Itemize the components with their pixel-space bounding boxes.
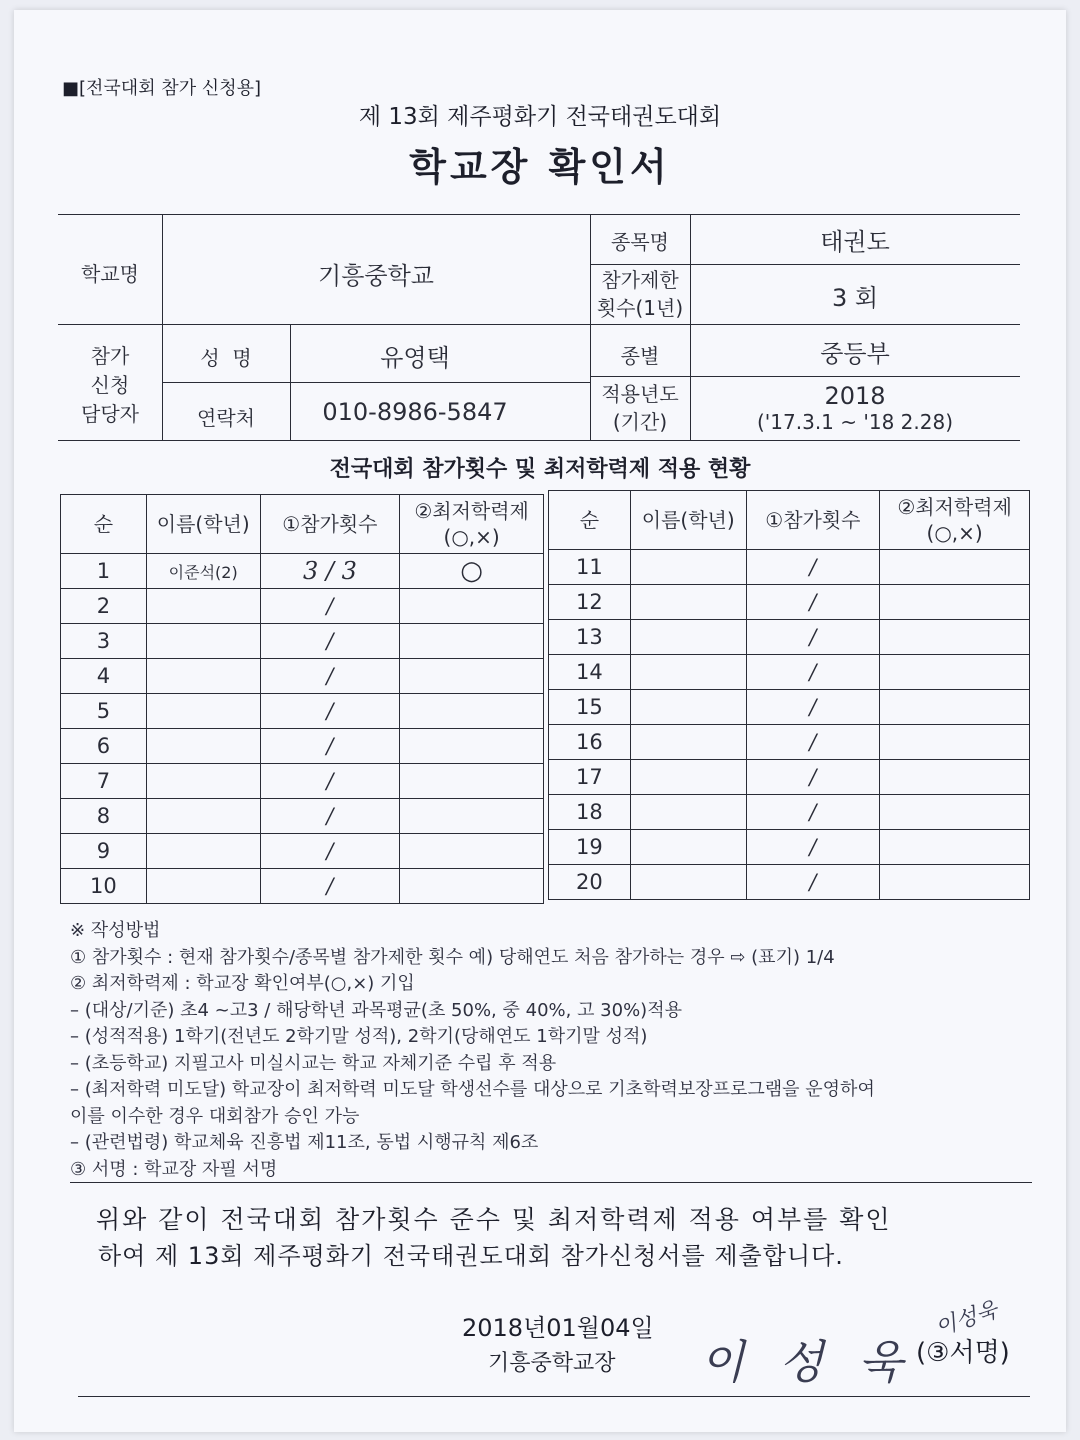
cell-name bbox=[630, 620, 746, 655]
cell-count: / bbox=[260, 694, 400, 729]
status-table-right bbox=[548, 490, 1030, 900]
cell-no: 7 bbox=[61, 764, 147, 799]
cell-no: 9 bbox=[61, 834, 147, 869]
limit-value: 3 회 bbox=[831, 284, 879, 312]
cell-grade bbox=[400, 694, 544, 729]
header-cell: ①참가횟수 bbox=[260, 495, 400, 554]
cell-no: 15 bbox=[549, 690, 631, 725]
cell-count: / bbox=[746, 655, 880, 690]
header-cell: ②최저학력제 (○,×) bbox=[400, 495, 544, 554]
cell-count: / bbox=[260, 764, 400, 799]
cell-grade bbox=[880, 585, 1030, 620]
contact-label: 연락처 bbox=[197, 406, 255, 430]
cell-grade bbox=[400, 869, 544, 904]
cell-grade bbox=[880, 830, 1030, 865]
cell-count: / bbox=[260, 659, 400, 694]
cell-grade bbox=[400, 589, 544, 624]
note-line: – (초등학교) 지필고사 미실시교는 학교 자체기준 수립 후 적용 bbox=[70, 1052, 557, 1074]
table-row bbox=[61, 554, 544, 589]
cell-no: 17 bbox=[549, 760, 631, 795]
cell-count: / bbox=[260, 799, 400, 834]
cell-count: / bbox=[260, 624, 400, 659]
cell-count: / bbox=[746, 690, 880, 725]
cell-no: 19 bbox=[549, 830, 631, 865]
contact-value: 010-8986-5847 bbox=[322, 398, 508, 426]
cell-grade bbox=[880, 725, 1030, 760]
cell-grade bbox=[880, 620, 1030, 655]
cell-count: / bbox=[260, 729, 400, 764]
cell-count: / bbox=[746, 725, 880, 760]
note-line: ※ 작성방법 bbox=[70, 920, 161, 941]
cell-grade bbox=[400, 764, 544, 799]
table-row bbox=[61, 729, 544, 764]
cell-count: / bbox=[746, 830, 880, 865]
cell-grade: ○ bbox=[400, 554, 544, 589]
cell-grade bbox=[400, 659, 544, 694]
cell-name bbox=[630, 585, 746, 620]
cell-grade bbox=[880, 865, 1030, 900]
cell-count: 3 / 3 bbox=[260, 554, 400, 589]
note-line: – (성적적용) 1학기(전년도 2학기말 성적), 2학기(당해연도 1학기말 성적) bbox=[70, 1026, 648, 1047]
cell-grade bbox=[400, 834, 544, 869]
name-label: 성 명 bbox=[200, 346, 252, 370]
cell-count: / bbox=[260, 869, 400, 904]
cell-name bbox=[630, 830, 746, 865]
cell-name bbox=[146, 729, 260, 764]
event-label: 종목명 bbox=[611, 230, 669, 254]
table-row bbox=[61, 764, 544, 799]
note-line: ③ 서명 : 학교장 자필 서명 bbox=[70, 1158, 278, 1180]
cell-name bbox=[630, 865, 746, 900]
table-row bbox=[549, 760, 1030, 795]
cell-no: 5 bbox=[61, 694, 147, 729]
cell-name bbox=[146, 764, 260, 799]
cell-grade bbox=[880, 550, 1030, 585]
cell-grade bbox=[400, 799, 544, 834]
cell-no: 4 bbox=[61, 659, 147, 694]
sign-label: (③서명) bbox=[916, 1338, 1010, 1368]
principal-signature: 이 성 욱 bbox=[700, 1335, 913, 1389]
cell-no: 2 bbox=[61, 589, 147, 624]
table-row bbox=[549, 550, 1030, 585]
note-line: – (대상/기준) 초4 ~고3 / 해당학년 과목평균(초 50%, 중 40%, 고 30%)적용 bbox=[70, 999, 682, 1021]
principal: 기흥중학교장 bbox=[488, 1351, 616, 1376]
cell-name bbox=[146, 869, 260, 904]
cell-no: 6 bbox=[61, 729, 147, 764]
cell-name bbox=[630, 725, 746, 760]
cell-name bbox=[630, 550, 746, 585]
cell-name bbox=[146, 694, 260, 729]
note-line: – (관련법령) 학교체육 진흥법 제11조, 동법 시행규칙 제6조 bbox=[70, 1132, 539, 1153]
cell-no: 18 bbox=[549, 795, 631, 830]
cell-no: 3 bbox=[61, 624, 147, 659]
note-line: – (최저학력 미도달) 학교장이 최저학력 미도달 학생선수를 대상으로 기초학력보장프로그램을 운영하여 bbox=[70, 1079, 875, 1100]
cell-grade bbox=[400, 624, 544, 659]
table-row bbox=[61, 589, 544, 624]
cell-name bbox=[630, 760, 746, 795]
cell-no: 13 bbox=[549, 620, 631, 655]
limit-label: 참가제한 횟수(1년) bbox=[596, 268, 684, 320]
table-header bbox=[61, 495, 544, 554]
cell-no: 10 bbox=[61, 869, 147, 904]
table-row bbox=[549, 585, 1030, 620]
header-cell: 이름(학년) bbox=[146, 495, 260, 554]
form-tag: ■[전국대회 참가 신청용] bbox=[62, 78, 261, 99]
table-row bbox=[61, 799, 544, 834]
cell-no: 1 bbox=[61, 554, 147, 589]
applicant-label: 참가 신청 담당자 bbox=[81, 344, 139, 426]
note-line: 이를 이수한 경우 대회참가 승인 가능 bbox=[70, 1105, 360, 1127]
cell-grade bbox=[400, 729, 544, 764]
table-header bbox=[549, 491, 1030, 550]
status-title: 전국대회 참가횟수 및 최저학력제 적용 현황 bbox=[329, 457, 751, 482]
table-row bbox=[549, 620, 1030, 655]
cell-grade bbox=[880, 655, 1030, 690]
name-value: 유영택 bbox=[380, 344, 450, 372]
cell-name bbox=[146, 834, 260, 869]
school-value: 기흥중학교 bbox=[318, 262, 434, 290]
cell-name bbox=[146, 659, 260, 694]
cell-count: / bbox=[260, 589, 400, 624]
date: 2018년01월04일 bbox=[462, 1314, 654, 1342]
signature-initial: 이성욱 bbox=[932, 1297, 1001, 1342]
cell-no: 8 bbox=[61, 799, 147, 834]
cell-count: / bbox=[746, 585, 880, 620]
event-value: 태권도 bbox=[820, 228, 890, 256]
table-row bbox=[549, 690, 1030, 725]
status-table-left bbox=[60, 494, 544, 904]
table-row bbox=[61, 834, 544, 869]
cell-name bbox=[630, 690, 746, 725]
cell-count: / bbox=[260, 834, 400, 869]
table-row bbox=[549, 795, 1030, 830]
cell-count: / bbox=[746, 865, 880, 900]
cell-grade bbox=[880, 690, 1030, 725]
header-cell: ①참가횟수 bbox=[746, 491, 880, 550]
division-value: 중등부 bbox=[820, 340, 890, 368]
table-row bbox=[549, 655, 1030, 690]
page-title: 학교장 확인서 bbox=[409, 145, 671, 189]
period-value: ('17.3.1 ~ '18 2.28) bbox=[756, 410, 954, 434]
cell-no: 20 bbox=[549, 865, 631, 900]
table-row bbox=[61, 869, 544, 904]
note-line: ① 참가횟수 : 현재 참가횟수/종목별 참가제한 횟수 예) 당해연도 처음 참가하는 경우 ⇨ (표기) 1/4 bbox=[70, 946, 835, 968]
cell-no: 14 bbox=[549, 655, 631, 690]
cell-name: 이준석(2) bbox=[146, 554, 260, 589]
confirm-line-2: 하여 제 13회 제주평화기 전국태권도대회 참가신청서를 제출합니다. bbox=[98, 1242, 844, 1270]
cell-grade bbox=[880, 795, 1030, 830]
cell-no: 16 bbox=[549, 725, 631, 760]
cell-count: / bbox=[746, 795, 880, 830]
confirm-line-1: 위와 같이 전국대회 참가횟수 준수 및 최저학력제 적용 여부를 확인 bbox=[96, 1205, 892, 1234]
cell-name bbox=[146, 589, 260, 624]
table-row bbox=[549, 865, 1030, 900]
table-row bbox=[549, 725, 1030, 760]
header-cell: 순 bbox=[549, 491, 631, 550]
cell-count: / bbox=[746, 620, 880, 655]
cell-name bbox=[630, 655, 746, 690]
cell-name bbox=[146, 799, 260, 834]
table-row bbox=[549, 830, 1030, 865]
cell-grade bbox=[880, 760, 1030, 795]
header-cell: 순 bbox=[61, 495, 147, 554]
school-label: 학교명 bbox=[81, 262, 139, 286]
cell-name bbox=[146, 624, 260, 659]
table-row bbox=[61, 694, 544, 729]
header-cell: 이름(학년) bbox=[630, 491, 746, 550]
cell-count: / bbox=[746, 550, 880, 585]
cell-count: / bbox=[746, 760, 880, 795]
header-cell: ②최저학력제 (○,×) bbox=[880, 491, 1030, 550]
cell-no: 12 bbox=[549, 585, 631, 620]
division-label: 종별 bbox=[620, 344, 660, 368]
cell-name bbox=[630, 795, 746, 830]
table-row bbox=[61, 624, 544, 659]
table-row bbox=[61, 659, 544, 694]
note-line: ② 최저학력제 : 학교장 확인여부(○,×) 기입 bbox=[70, 973, 415, 994]
cell-no: 11 bbox=[549, 550, 631, 585]
year-value: 2018 bbox=[824, 382, 886, 410]
event-subtitle: 제 13회 제주평화기 전국태권도대회 bbox=[358, 104, 722, 130]
year-label: 적용년도 (기간) bbox=[601, 382, 679, 434]
